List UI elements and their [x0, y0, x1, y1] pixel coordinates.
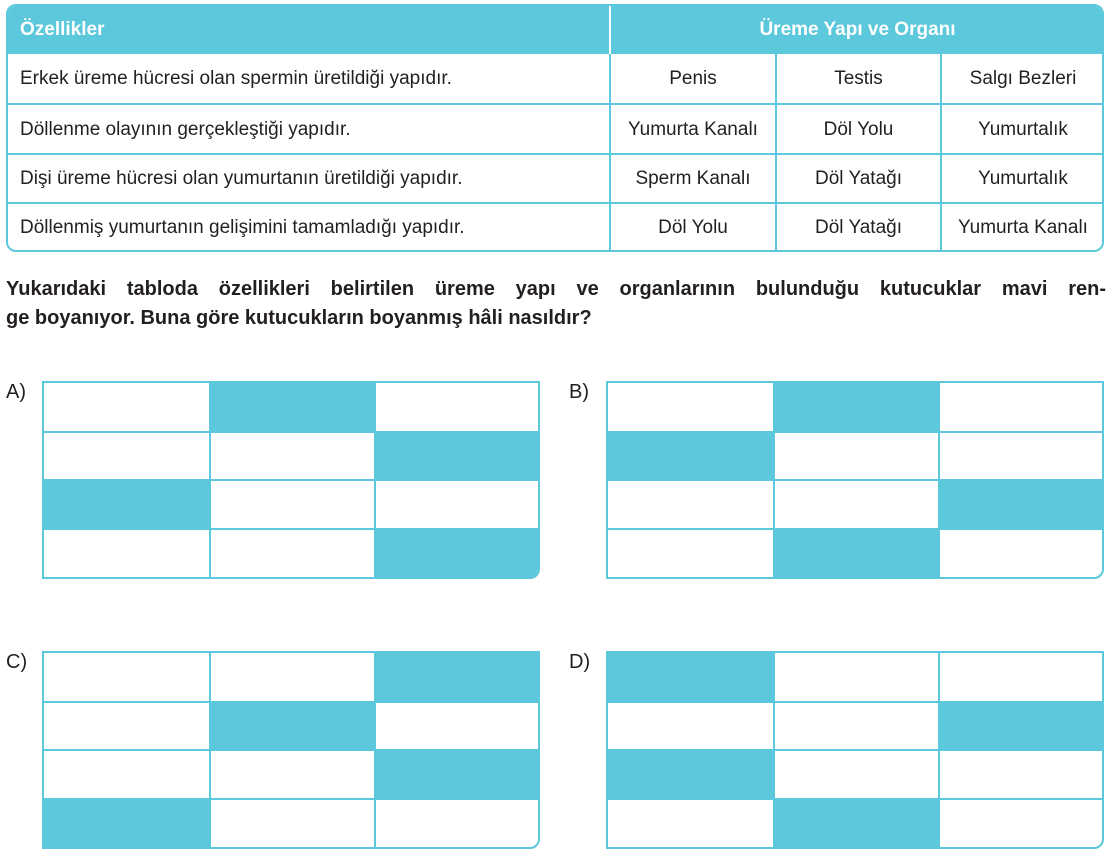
- question-line-1: Yukarıdaki tabloda özellikleri belirtilen üreme yapı ve organlarının bulunduğu kutucuklar mavi ren-: [6, 278, 1106, 300]
- grid-row-line: [44, 528, 538, 530]
- empty-cell: [774, 653, 939, 702]
- table-row: [8, 105, 1102, 154]
- filled-cell: [210, 702, 375, 750]
- option-cell: Penis: [669, 68, 717, 89]
- filled-cell: [210, 383, 375, 432]
- filled-cell: [44, 480, 210, 529]
- empty-cell: [375, 702, 538, 750]
- option-cell: Yumurta Kanalı: [628, 119, 758, 140]
- grid-row-line: [608, 749, 1102, 751]
- empty-cell: [44, 529, 210, 577]
- feature-cell: Dişi üreme hücresi olan yumurtanın üretildiği yapıdır.: [20, 168, 463, 189]
- filled-cell: [375, 529, 538, 577]
- empty-cell: [210, 529, 375, 577]
- empty-cell: [44, 383, 210, 432]
- feature-cell: Erkek üreme hücresi olan spermin üretildiği yapıdır.: [20, 68, 452, 89]
- header-organ: Üreme Yapı ve Organı: [759, 19, 956, 40]
- empty-cell: [375, 383, 538, 432]
- empty-cell: [44, 432, 210, 480]
- choice-b-grid[interactable]: [606, 381, 1104, 579]
- empty-cell: [608, 480, 774, 529]
- grid-row-line: [44, 479, 538, 481]
- empty-cell: [939, 529, 1102, 577]
- filled-cell: [774, 383, 939, 432]
- grid-row-line: [44, 798, 538, 800]
- option-cell: Yumurta Kanalı: [958, 217, 1088, 238]
- filled-cell: [375, 653, 538, 702]
- empty-cell: [774, 480, 939, 529]
- filled-cell: [375, 750, 538, 799]
- table-row: [8, 203, 1102, 252]
- choice-a-label[interactable]: A): [6, 381, 26, 403]
- empty-cell: [210, 799, 375, 847]
- option-cell: Sperm Kanalı: [635, 168, 751, 189]
- empty-cell: [774, 432, 939, 480]
- question-line-2: ge boyanıyor. Buna göre kutucukların boyanmış hâli nasıldır?: [6, 307, 592, 329]
- table-row: [8, 154, 1102, 203]
- empty-cell: [774, 750, 939, 799]
- empty-cell: [210, 653, 375, 702]
- question-text: [6, 275, 1106, 333]
- choice-a-grid[interactable]: [42, 381, 540, 579]
- empty-cell: [939, 653, 1102, 702]
- feature-cell: Döllenme olayının gerçekleştiği yapıdır.: [20, 119, 351, 140]
- filled-cell: [939, 480, 1102, 529]
- empty-cell: [375, 799, 538, 847]
- empty-cell: [939, 799, 1102, 847]
- grid-row-line: [608, 479, 1102, 481]
- option-cell: Döl Yolu: [658, 217, 728, 238]
- filled-cell: [375, 432, 538, 480]
- organ-table: [6, 4, 1104, 252]
- table-row: [8, 54, 1102, 103]
- option-cell: Yumurtalık: [978, 119, 1068, 140]
- grid-row-line: [608, 798, 1102, 800]
- choice-c-label[interactable]: C): [6, 651, 28, 673]
- empty-cell: [939, 432, 1102, 480]
- choice-d-label[interactable]: D): [569, 651, 591, 673]
- empty-cell: [939, 750, 1102, 799]
- grid-row-line: [608, 701, 1102, 703]
- filled-cell: [44, 799, 210, 847]
- option-cell: Döl Yatağı: [815, 217, 902, 238]
- empty-cell: [44, 750, 210, 799]
- grid-row-line: [608, 431, 1102, 433]
- empty-cell: [44, 653, 210, 702]
- choice-b-label[interactable]: B): [569, 381, 589, 403]
- empty-cell: [210, 480, 375, 529]
- grid-row-line: [44, 701, 538, 703]
- filled-cell: [774, 529, 939, 577]
- option-cell: Testis: [834, 68, 883, 89]
- option-cell: Salgı Bezleri: [969, 68, 1077, 89]
- filled-cell: [939, 702, 1102, 750]
- choice-c-grid[interactable]: [42, 651, 540, 849]
- option-cell: Döl Yolu: [823, 119, 894, 140]
- empty-cell: [210, 432, 375, 480]
- option-cell: Döl Yatağı: [815, 168, 902, 189]
- choice-d-grid[interactable]: [606, 651, 1104, 849]
- empty-cell: [608, 799, 774, 847]
- grid-row-line: [608, 528, 1102, 530]
- filled-cell: [608, 750, 774, 799]
- empty-cell: [774, 702, 939, 750]
- empty-cell: [44, 702, 210, 750]
- header-features: Özellikler: [20, 19, 105, 40]
- empty-cell: [608, 529, 774, 577]
- feature-cell: Döllenmiş yumurtanın gelişimini tamamladığı yapıdır.: [20, 217, 465, 238]
- empty-cell: [375, 480, 538, 529]
- empty-cell: [608, 702, 774, 750]
- filled-cell: [608, 653, 774, 702]
- filled-cell: [608, 432, 774, 480]
- empty-cell: [939, 383, 1102, 432]
- empty-cell: [210, 750, 375, 799]
- grid-row-line: [44, 749, 538, 751]
- option-cell: Yumurtalık: [978, 168, 1068, 189]
- filled-cell: [774, 799, 939, 847]
- empty-cell: [608, 383, 774, 432]
- grid-row-line: [44, 431, 538, 433]
